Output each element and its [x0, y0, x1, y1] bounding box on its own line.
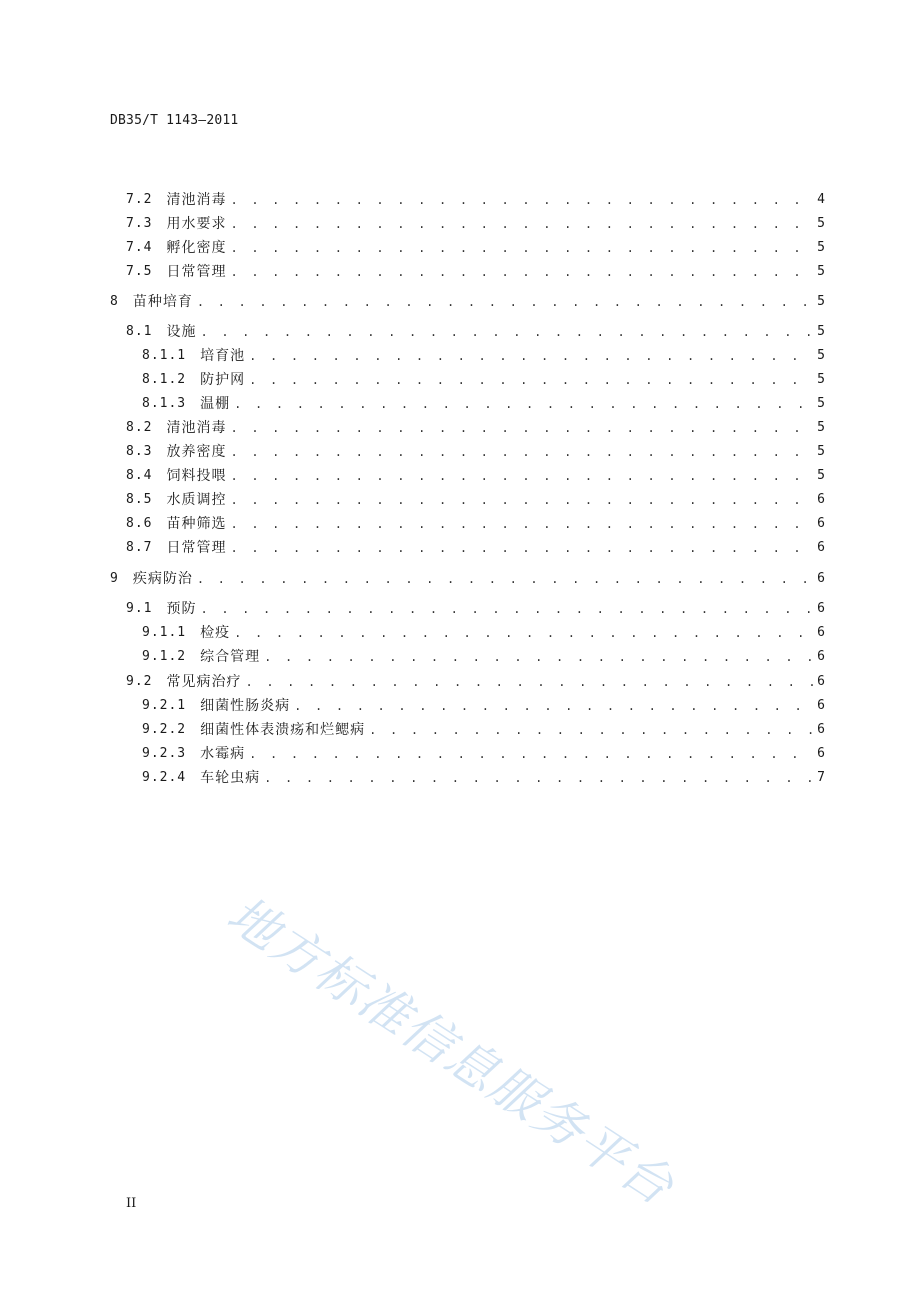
toc-entry-title: 饲料投喂: [166, 468, 227, 484]
toc-leader-dots: [230, 467, 813, 485]
toc-entry[interactable]: [110, 289, 825, 311]
toc-leader-dots: [264, 648, 813, 666]
toc-leader-dots: [264, 769, 813, 787]
toc-entry-number: 8.1.2: [142, 372, 187, 387]
toc-entry-title: 细菌性体表溃疡和烂鳃病: [200, 722, 366, 738]
toc-entry[interactable]: [126, 463, 825, 485]
toc-entry-page: 5: [817, 324, 825, 339]
toc-entry-page: 6: [817, 492, 825, 507]
toc-leader-dots: [245, 673, 813, 691]
toc-leader-dots: [230, 215, 813, 233]
toc-entry[interactable]: [126, 259, 825, 281]
toc-entry-title: 细菌性肠炎病: [200, 698, 291, 714]
toc-entry-number: 8.1.3: [142, 396, 187, 411]
toc-entry-number: 8: [110, 294, 119, 309]
toc-entry-number: 8.3: [126, 444, 153, 459]
toc-entry[interactable]: [142, 620, 825, 642]
toc-entry-title: 清池消毒: [166, 192, 227, 208]
toc-entry-title: 日常管理: [166, 264, 227, 280]
toc-entry-number: 7.4: [126, 240, 153, 255]
watermark: 地方标准信息服务平台: [217, 885, 685, 1217]
toc-leader-dots: [230, 443, 813, 461]
toc-entry-number: 9.1.1: [142, 625, 187, 640]
toc-entry[interactable]: [142, 343, 825, 365]
toc-entry-number: 8.6: [126, 516, 153, 531]
toc-leader-dots: [230, 191, 813, 209]
toc-entry-number: 7.2: [126, 192, 153, 207]
toc-leader-dots: [200, 600, 813, 618]
toc-entry-number: 8.1: [126, 324, 153, 339]
toc-leader-dots: [230, 239, 813, 257]
toc-entry-title: 清池消毒: [166, 420, 227, 436]
toc-entry-number: 9: [110, 571, 119, 586]
toc-leader-dots: [234, 624, 813, 642]
toc-entry-page: 5: [817, 396, 825, 411]
toc-entry-page: 5: [817, 420, 825, 435]
toc-leader-dots: [249, 347, 813, 365]
toc-entry-page: 5: [817, 216, 825, 231]
toc-entry[interactable]: [142, 693, 825, 715]
toc-entry[interactable]: [126, 487, 825, 509]
toc-entry-title: 车轮虫病: [200, 770, 261, 786]
toc-entry-number: 9.2.1: [142, 698, 187, 713]
page-number: II: [126, 1196, 137, 1211]
toc-entry[interactable]: [142, 741, 825, 763]
toc-entry-page: 5: [817, 444, 825, 459]
toc-entry-number: 8.2: [126, 420, 153, 435]
toc-leader-dots: [230, 491, 813, 509]
toc-entry-page: 5: [817, 348, 825, 363]
toc-entry-title: 疾病防治: [132, 571, 193, 587]
toc-leader-dots: [230, 419, 813, 437]
toc-leader-dots: [200, 323, 813, 341]
toc-entry-number: 8.1.1: [142, 348, 187, 363]
toc-entry[interactable]: [126, 187, 825, 209]
toc-entry-number: 9.2: [126, 674, 153, 689]
toc-entry[interactable]: [142, 391, 825, 413]
toc-entry-title: 放养密度: [166, 444, 227, 460]
standard-code: DB35/T 1143—2011: [110, 113, 239, 128]
toc-entry-number: 7.5: [126, 264, 153, 279]
toc-entry-page: 6: [817, 540, 825, 555]
toc-entry-number: 9.1.2: [142, 649, 187, 664]
toc-leader-dots: [230, 539, 813, 557]
toc-entry-number: 9.2.2: [142, 722, 187, 737]
toc-entry-page: 6: [817, 722, 825, 737]
toc-entry-page: 6: [817, 649, 825, 664]
toc-entry-title: 防护网: [200, 372, 246, 388]
toc-entry-page: 6: [817, 516, 825, 531]
toc-entry-number: 8.5: [126, 492, 153, 507]
toc-entry-page: 6: [817, 698, 825, 713]
toc-entry-title: 日常管理: [166, 540, 227, 556]
toc-entry-page: 6: [817, 601, 825, 616]
toc-entry[interactable]: [126, 439, 825, 461]
toc-entry-number: 9.2.4: [142, 770, 187, 785]
toc-entry-page: 5: [817, 294, 825, 309]
toc-entry-number: 9.1: [126, 601, 153, 616]
toc-entry[interactable]: [110, 566, 825, 588]
toc-entry-page: 6: [817, 674, 825, 689]
toc-leader-dots: [234, 395, 813, 413]
toc-leader-dots: [369, 721, 813, 739]
toc-entry-page: 6: [817, 571, 825, 586]
toc-entry-title: 用水要求: [166, 216, 227, 232]
toc-leader-dots: [197, 570, 813, 588]
toc-entry-page: 6: [817, 625, 825, 640]
toc-entry-title: 检疫: [200, 625, 231, 641]
toc-leader-dots: [230, 263, 813, 281]
toc-entry[interactable]: [126, 596, 825, 618]
toc-entry-page: 7: [817, 770, 825, 785]
toc-entry[interactable]: [126, 415, 825, 437]
toc-leader-dots: [230, 515, 813, 533]
toc-entry[interactable]: [142, 367, 825, 389]
toc-entry[interactable]: [126, 211, 825, 233]
toc-entry-page: 5: [817, 468, 825, 483]
toc-entry-page: 6: [817, 746, 825, 761]
toc-entry-page: 5: [817, 264, 825, 279]
toc-entry[interactable]: [126, 235, 825, 257]
toc-entry-page: 4: [817, 192, 825, 207]
toc-entry[interactable]: [126, 535, 825, 557]
toc-entry-title: 苗种筛选: [166, 516, 227, 532]
toc-entry[interactable]: [142, 644, 825, 666]
toc-entry[interactable]: [142, 765, 825, 787]
toc-entry-title: 水霉病: [200, 746, 246, 762]
toc-entry[interactable]: [126, 511, 825, 533]
toc-leader-dots: [294, 697, 813, 715]
toc-entry-title: 苗种培育: [132, 294, 193, 310]
toc-leader-dots: [249, 745, 813, 763]
toc-entry[interactable]: [142, 717, 825, 739]
toc-entry[interactable]: [126, 669, 825, 691]
toc-entry-title: 水质调控: [166, 492, 227, 508]
toc-entry-title: 常见病治疗: [166, 674, 242, 690]
toc-entry-number: 9.2.3: [142, 746, 187, 761]
toc-entry-title: 综合管理: [200, 649, 261, 665]
toc-entry-number: 8.7: [126, 540, 153, 555]
toc-entry-title: 温棚: [200, 396, 231, 412]
toc-entry-page: 5: [817, 240, 825, 255]
toc-entry-number: 7.3: [126, 216, 153, 231]
toc-entry-title: 孵化密度: [166, 240, 227, 256]
toc-entry[interactable]: [126, 319, 825, 341]
toc-entry-number: 8.4: [126, 468, 153, 483]
toc-entry-title: 设施: [166, 324, 197, 340]
toc-entry-title: 培育池: [200, 348, 246, 364]
toc-leader-dots: [197, 293, 813, 311]
toc-entry-page: 5: [817, 372, 825, 387]
toc-leader-dots: [249, 371, 813, 389]
toc-entry-title: 预防: [166, 601, 197, 617]
